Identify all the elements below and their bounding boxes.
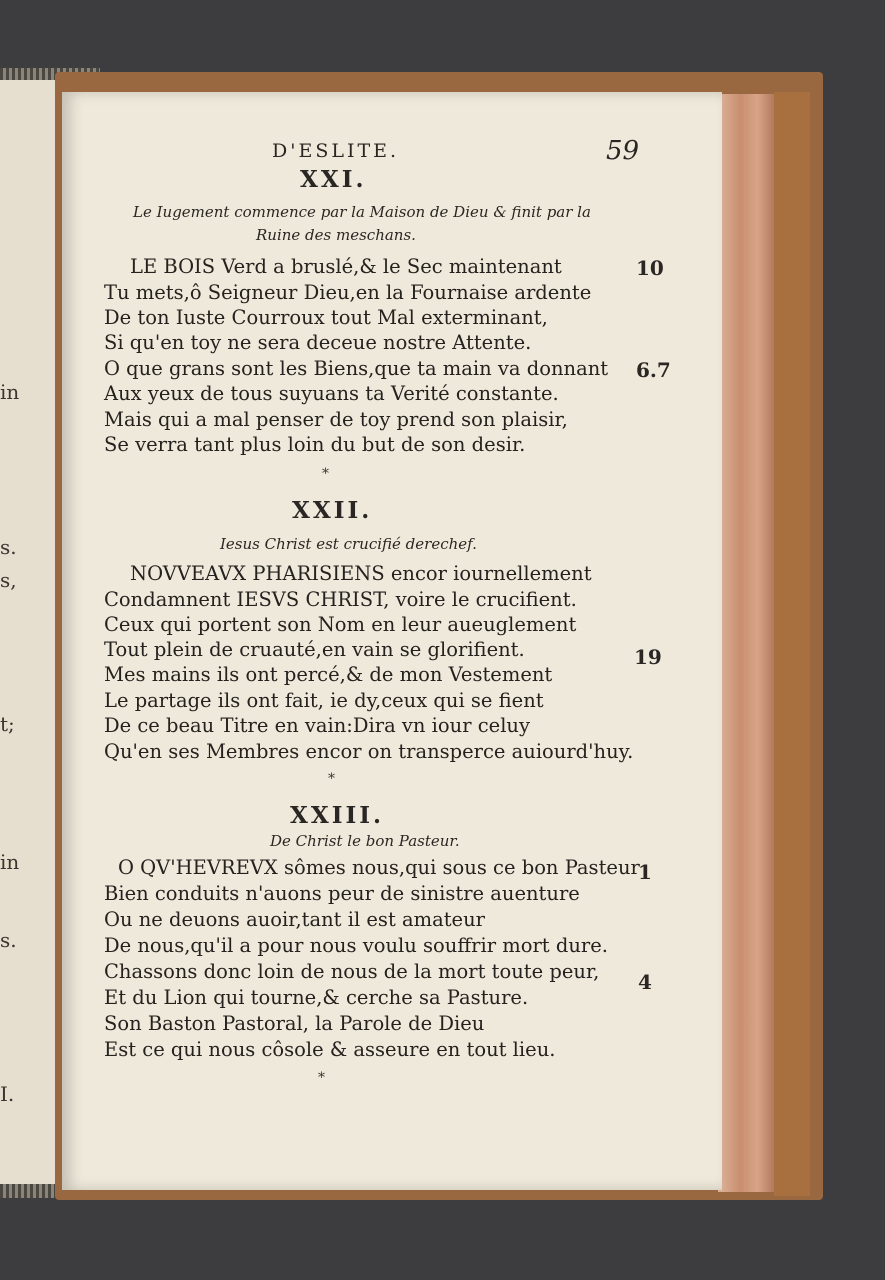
left-fragment: s, — [0, 568, 17, 592]
section-title: De Christ le bon Pasteur. — [270, 832, 460, 850]
verse-line: Tu mets,ô Seigneur Dieu,en la Fournaise ardente — [104, 281, 592, 304]
verse-line: Se verra tant plus loin du but de son desir. — [104, 433, 526, 456]
margin-reference: 10 — [636, 256, 664, 280]
margin-reference: 19 — [634, 645, 662, 669]
verse-line: Qu'en ses Membres encor on transperce auiourd'huy. — [104, 740, 634, 763]
verse-line: LE BOIS Verd a bruslé,& le Sec maintenant — [130, 255, 562, 278]
verse-line: Est ce qui nous côsole & asseure en tout lieu. — [104, 1038, 556, 1061]
page-number: 59 — [606, 136, 640, 166]
left-fragment: t; — [0, 712, 15, 736]
verse-line: Chassons donc loin de nous de la mort toute peur, — [104, 960, 600, 983]
left-page-edge — [0, 80, 57, 1192]
left-fragment: in — [0, 380, 20, 404]
margin-reference: 4 — [638, 970, 652, 994]
verse-line: Aux yeux de tous suyuans ta Verité constante. — [104, 382, 559, 405]
verse-line: Ceux qui portent son Nom en leur aueuglement — [104, 613, 577, 636]
ornament-star: * — [318, 1070, 325, 1086]
section-number: XXI. — [300, 166, 367, 193]
section-title: Le Iugement commence par la Maison de Dieu & finit par la — [133, 203, 591, 221]
verse-line: De ton Iuste Courroux tout Mal exterminant, — [104, 306, 548, 329]
ornament-star: * — [328, 771, 335, 787]
section-number: XXII. — [292, 497, 373, 524]
page-edges — [718, 94, 774, 1192]
ornament-star: * — [322, 466, 329, 482]
verse-line: Si qu'en toy ne sera deceue nostre Attente. — [104, 331, 532, 354]
left-fragment: s. — [0, 928, 17, 952]
margin-reference: 1 — [638, 860, 652, 884]
margin-reference: 6.7 — [636, 358, 671, 382]
verse-line: Ou ne deuons auoir,tant il est amateur — [104, 908, 485, 931]
section-number: XXIII. — [290, 802, 384, 829]
running-header: D'ESLITE. — [272, 140, 400, 162]
verse-line: De nous,qu'il a pour nous voulu souffrir mort dure. — [104, 934, 608, 957]
left-fragment: s. — [0, 535, 17, 559]
section-title: Ruine des meschans. — [256, 226, 416, 244]
left-fragment: I. — [0, 1082, 15, 1106]
verse-line: Tout plein de cruauté,en vain se glorifient. — [104, 638, 525, 661]
verse-line: Bien conduits n'auons peur de sinistre auenture — [104, 882, 580, 905]
verse-line: Mais qui a mal penser de toy prend son plaisir, — [104, 408, 568, 431]
verse-line: O que grans sont les Biens,que ta main va donnant — [104, 357, 609, 380]
cover-edge — [774, 92, 810, 1196]
verse-line: De ce beau Titre en vain:Dira vn iour celuy — [104, 714, 531, 737]
verse-line: NOVVEAVX PHARISIENS encor iournellement — [130, 562, 592, 585]
verse-line: Condamnent IESVS CHRIST, voire le crucifient. — [104, 588, 577, 611]
verse-line: Mes mains ils ont percé,& de mon Vestement — [104, 663, 553, 686]
section-title: Iesus Christ est crucifié derechef. — [220, 535, 477, 553]
left-fragment: in — [0, 850, 20, 874]
verse-line: Et du Lion qui tourne,& cerche sa Pasture. — [104, 986, 529, 1009]
verse-line: Le partage ils ont fait, ie dy,ceux qui se fient — [104, 689, 544, 712]
verse-line: Son Baston Pastoral, la Parole de Dieu — [104, 1012, 485, 1035]
verse-line: O QV'HEVREVX sômes nous,qui sous ce bon Pasteur — [118, 856, 640, 879]
